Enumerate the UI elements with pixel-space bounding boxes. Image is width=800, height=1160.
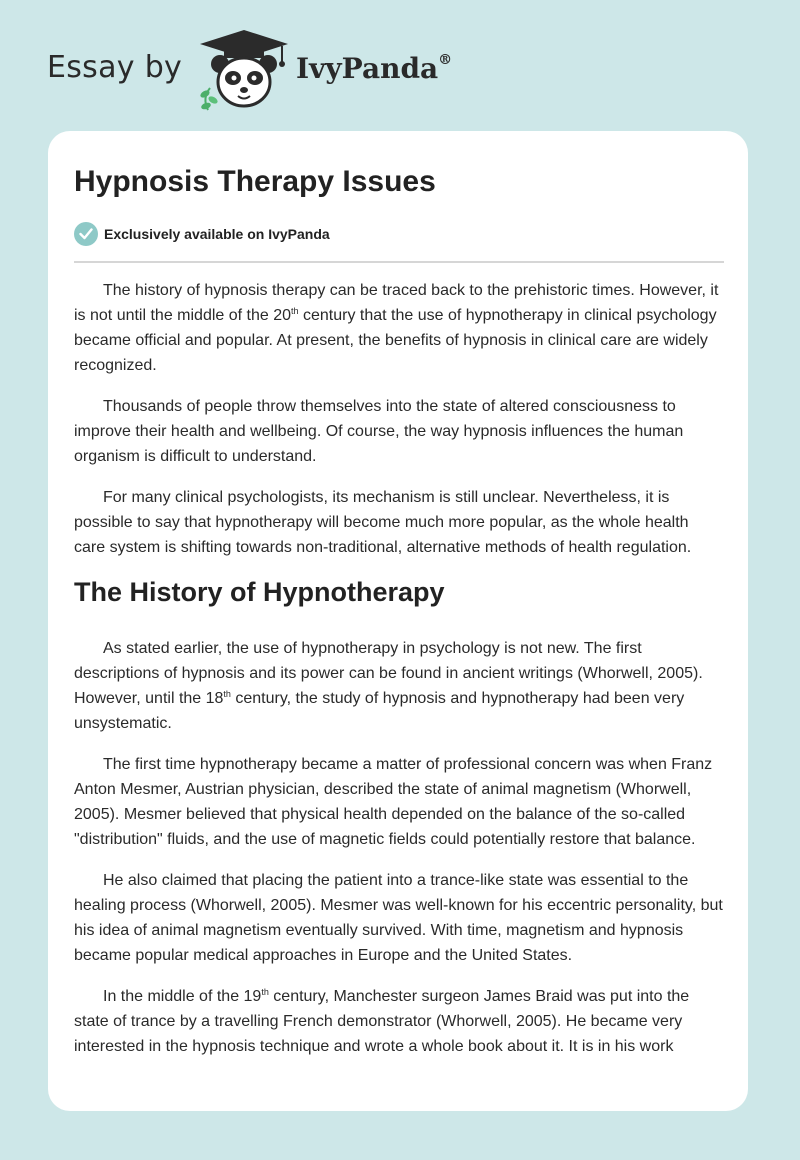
- section-heading-history: The History of Hypnotherapy: [74, 577, 445, 607]
- paragraph-7-part-b: century, Manchester surgeon James Braid was put into the state of trance by a travelling French demonstrator (Whorwell, 2005). He became very interested in the hypnosis technique and wrote a whole book about it. It is in his work: [74, 988, 690, 1055]
- paragraph-1: [74, 278, 724, 378]
- paragraph-4-ordinal: th: [223, 689, 231, 699]
- registered-mark: ®: [438, 51, 453, 68]
- paragraph-7-ordinal: th: [261, 987, 269, 997]
- paragraph-7: [74, 984, 724, 1059]
- paragraph-1-ordinal: th: [291, 306, 299, 316]
- essay-title: Hypnosis Therapy Issues: [74, 165, 436, 198]
- paragraph-1-part-b: century that the use of hypnotherapy in clinical psychology became official and popular. At present, the benefits of hypnosis in clinical care are widely recognized.: [74, 307, 717, 374]
- paragraph-1-part-a: The history of hypnosis therapy can be traced back to the prehistoric times. However, it is not until the middle of the 20: [74, 282, 719, 324]
- paragraph-4-part-a: As stated earlier, the use of hypnotherapy in psychology is not new. The first descriptions of hypnosis and its power can be found in ancient writings (Whorwell, 2005). However, until the 18: [74, 640, 703, 707]
- panda-graduate-icon[interactable]: [196, 28, 292, 112]
- essay-content: [74, 278, 724, 1075]
- paragraph-7-part-a: In the middle of the 19: [103, 988, 262, 1005]
- check-icon: [74, 222, 98, 246]
- ivypanda-brand[interactable]: [296, 52, 452, 85]
- paragraph-2: Thousands of people throw themselves into the state of altered consciousness to improve their health and wellbeing. Of course, the way hypnosis influences the human organism is difficult to understand.: [74, 398, 684, 465]
- essay-card: [48, 131, 748, 1111]
- paragraph-6: He also claimed that placing the patient into a trance-like state was essential to the healing process (Whorwell, 2005). Mesmer was well-known for his eccentric personality, but his idea of animal magnetism eventually survived. With time, magnetism and hypnosis became popular medical approaches in Europe and the United States.: [74, 872, 723, 964]
- paragraph-4: [74, 636, 724, 736]
- title-divider: [74, 261, 724, 263]
- essay-by-label: Essay by: [47, 50, 183, 85]
- exclusive-badge-text: Exclusively available on IvyPanda: [104, 226, 330, 242]
- site-header: [0, 0, 800, 120]
- exclusive-badge: [74, 222, 330, 246]
- brand-name-text: IvyPanda: [296, 52, 439, 85]
- paragraph-4-part-b: century, the study of hypnosis and hypnotherapy had been very unsystematic.: [74, 690, 685, 732]
- paragraph-3: For many clinical psychologists, its mechanism is still unclear. Nevertheless, it is possible to say that hypnotherapy will become much more popular, as the whole health care system is shifting towards non-traditional, alternative methods of health regulation.: [74, 489, 692, 556]
- paragraph-5: The first time hypnotherapy became a matter of professional concern was when Franz Anton Mesmer, Austrian physician, described the state of animal magnetism (Whorwell, 2005). Mesmer believed that physical health depended on the balance of the so-called "distribution" fluids, and the use of magnetic fields could potentially restore that balance.: [74, 756, 713, 848]
